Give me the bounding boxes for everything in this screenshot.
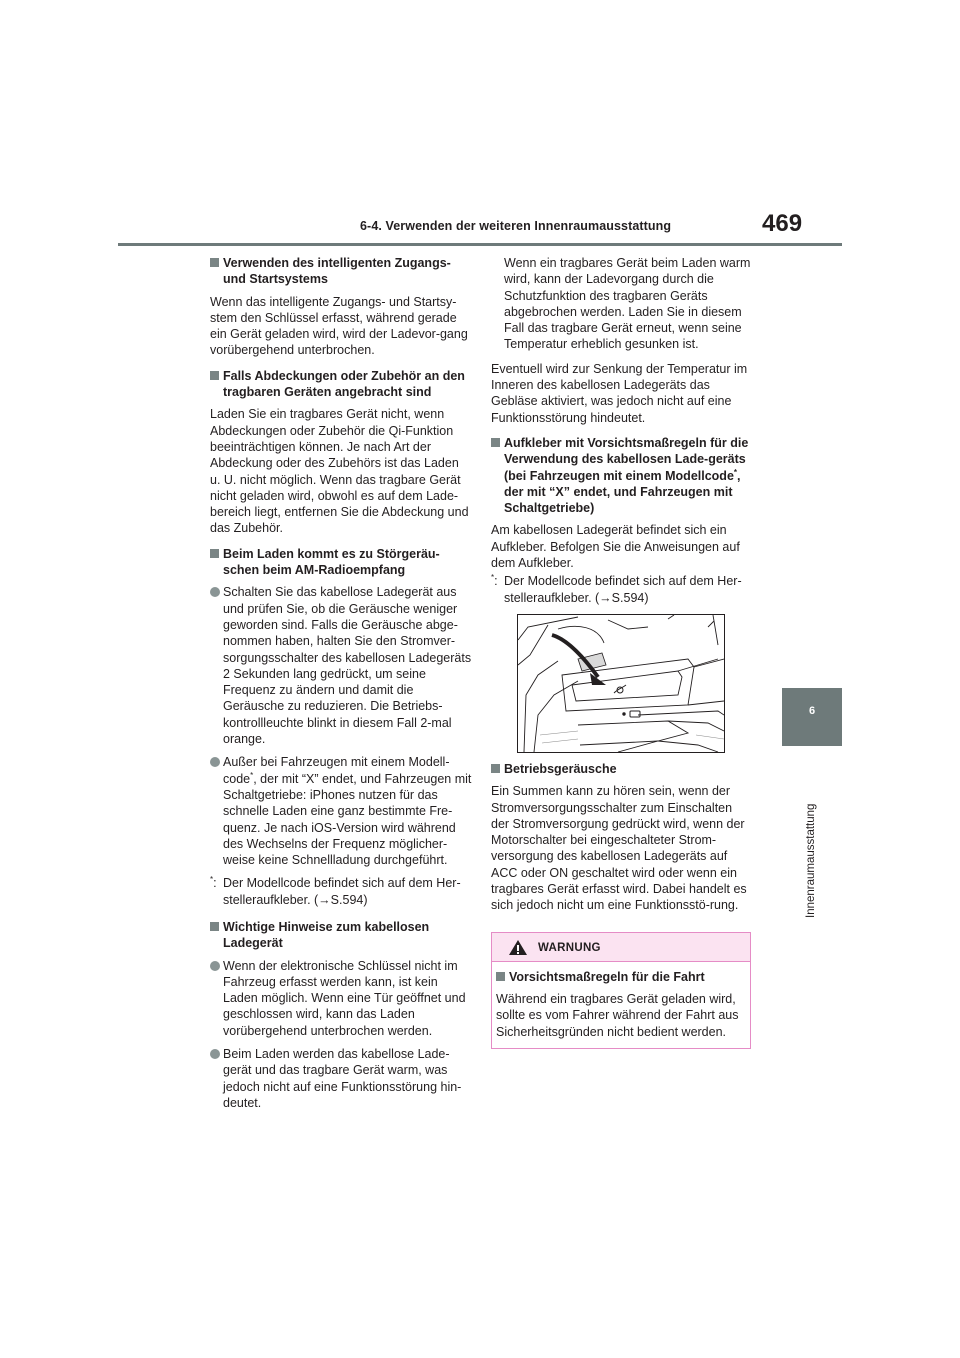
- footnote-text: Der Modellcode befindet sich auf dem Her-stelleraufkleber. (→S.594): [504, 574, 742, 605]
- paragraph: Laden Sie ein tragbares Gerät nicht, wenn Abdeckungen oder Zubehör die Qi-Funktion beeinträchtigen können. Je nach Art der Abdeckung oder des Zubehörs ist das Laden u. U. nicht möglich. Wenn das tragbare Gerät nicht geladen wird, obwohl es auf dem Lade-bereich liegt, entfernen Sie die Abdeckung und das Zubehör.: [210, 407, 469, 536]
- bullet-item: Wenn der elektronische Schlüssel nicht im Fahrzeug erfasst werden kann, ist kein Laden möglich. Wenn eine Tür geöffnet und geschlossen wird, kann das Laden vorübergehend unterbrochen werden.: [210, 958, 472, 1039]
- chapter-side-label-text: Innenraumausstattung: [805, 803, 817, 918]
- section-title: 6-4. Verwenden der weiteren Innenraumausstattung: [360, 219, 672, 233]
- warning-body: [492, 962, 750, 1048]
- page-number: 469: [762, 210, 803, 237]
- bullet-text: Außer bei Fahrzeugen mit einem Modell-code: [223, 755, 450, 786]
- footnote-marker: *: [250, 770, 254, 780]
- subheading: Falls Abdeckungen oder Zubehör an den tragbaren Geräten angebracht sind: [210, 368, 472, 401]
- footnote-colon: :: [494, 574, 498, 589]
- footnote-marker: [210, 875, 223, 908]
- chapter-tab: [782, 688, 842, 746]
- subheading: Wichtige Hinweise zum kabellosen Ladegerät: [210, 919, 472, 952]
- warning-box: [491, 932, 751, 1049]
- subheading: Betriebsgeräusche: [491, 761, 753, 777]
- warning-title: WARNUNG: [538, 941, 601, 954]
- bullet-item: Beim Laden werden das kabellose Lade-gerät und das tragbare Gerät warm, was jedoch nicht auf eine Funktionsstörung hin-deutet.: [210, 1046, 472, 1111]
- right-column: [491, 255, 753, 1049]
- chapter-number: 6: [808, 705, 816, 717]
- footnote-asterisk: *: [210, 875, 214, 885]
- paragraph: Ein Summen kann zu hören sein, wenn der Stromversorgungsschalter zum Einschalten der Stromversorgung gedrückt wird, wenn der Motorschalter bei eingeschalteter Strom-versorgung des kabellosen Ladegeräts auf ACC oder ON geschaltet wird oder wenn ein tragbares Gerät erfasst wird. Dabei handelt es sich jedoch nicht um eine Funktionsstö-rung.: [491, 784, 747, 913]
- warning-text: Während ein tragbares Gerät geladen wird, sollte es vom Fahrer während der Fahrt aus Sicherheitsgründen nicht bedient werden.: [496, 991, 739, 1039]
- footnote-asterisk: *: [491, 573, 495, 583]
- paragraph: Am kabellosen Ladegerät befindet sich ein Aufkleber. Befolgen Sie die Anweisungen auf dem Aufkleber.: [491, 523, 740, 571]
- warning-header: [492, 933, 750, 962]
- bullet-item: Schalten Sie das kabellose Ladegerät aus und prüfen Sie, ob die Geräusche weniger geworden sind. Falls die Geräusche abge-nommen haben, halten Sie den Stromver-sorgungsschalter des kabellosen Ladegeräts 2 Sekunden lang gedrückt, um seine Frequenz zu ändern und damit die Geräusche zu reduzieren. Die Betriebs-kontrollleuchte blinkt in diesem Fall 2-mal orange.: [210, 584, 472, 747]
- footnote-colon: :: [213, 876, 217, 891]
- warning-triangle-icon: [508, 939, 528, 960]
- charger-label-illustration: [517, 614, 725, 753]
- paragraph: Wenn ein tragbares Gerät beim Laden warm wird, kann der Ladevorgang durch die Schutzfunktion des tragbaren Geräts abgebrochen werden. Laden Sie in diesem Fall das tragbare Gerät erneut, wenn seine Temperatur erheblich gesunken ist.: [504, 256, 751, 352]
- header-rule: [118, 243, 842, 246]
- footnote-marker: [491, 573, 504, 606]
- subheading: [491, 435, 753, 516]
- bullet-text: , der mit “X” endet, und Fahrzeugen mit Schaltgetriebe: iPhones nutzen für das schnelle Laden eine ganz bestimmte Fre-quenz. Je nach iOS-Version wird während des Wechselns der Frequenz möglicher-weise keine Schnellladung durchgeführt.: [223, 771, 472, 868]
- warning-heading: Vorsichtsmaßregeln für die Fahrt: [496, 969, 746, 985]
- chapter-side-label: [805, 758, 821, 918]
- subheading-text: Aufkleber mit Vorsichtsmaßregeln für die Verwendung des kabellosen Lade-geräts (bei Fahrzeugen mit einem Modellcode: [504, 435, 749, 483]
- charger-illustration-svg: [518, 615, 724, 752]
- subheading: Verwenden des intelligenten Zugangs- und Startsystems: [210, 255, 472, 288]
- footnote: [491, 573, 753, 606]
- subheading: Beim Laden kommt es zu Störgeräu-schen beim AM-Radioempfang: [210, 546, 472, 579]
- subheading-text: , der mit “X” endet, und Fahrzeugen mit Schaltgetriebe): [504, 468, 741, 516]
- footnote-text: Der Modellcode befindet sich auf dem Her-stelleraufkleber. (→S.594): [223, 876, 461, 907]
- footnote-marker: *: [733, 467, 738, 477]
- paragraph: Wenn das intelligente Zugangs- und Startsy-stem den Schlüssel erfasst, während gerade ein Gerät geladen wird, wird der Ladevor-gang vorübergehend unterbrochen.: [210, 294, 468, 358]
- left-column: [210, 255, 472, 1118]
- footnote: [210, 875, 472, 908]
- bullet-item: [210, 754, 472, 868]
- paragraph: Eventuell wird zur Senkung der Temperatur im Inneren des kabellosen Ladegeräts das Gebläse aktiviert, was jedoch nicht auf eine Funktionsstörung hindeutet.: [491, 361, 748, 425]
